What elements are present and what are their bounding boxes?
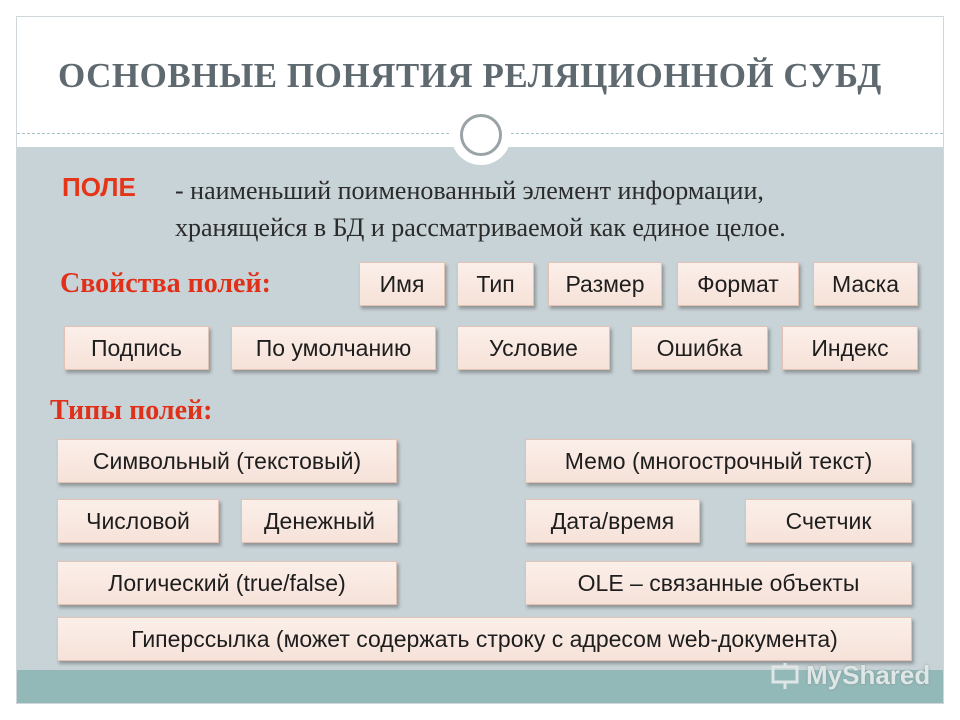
property-tag-condition: Условие: [457, 326, 610, 370]
properties-heading: Свойства полей:: [60, 268, 271, 299]
type-tag-hyperlink: Гиперссылка (может содержать строку с адресом web-документа): [57, 617, 912, 661]
circle-ornament-icon: [451, 105, 511, 165]
property-tag-name: Имя: [359, 262, 445, 306]
type-tag-counter: Счетчик: [745, 499, 912, 543]
type-tag-ole: OLE – связанные объекты: [525, 561, 912, 605]
property-tag-default: По умолчанию: [231, 326, 436, 370]
type-tag-datetime: Дата/время: [525, 499, 700, 543]
field-definition: [175, 172, 935, 246]
field-term: ПОЛЕ: [62, 172, 136, 202]
watermark: [770, 660, 930, 691]
property-tag-caption: Подпись: [64, 326, 209, 370]
property-tag-error: Ошибка: [631, 326, 768, 370]
watermark-text: MyShared: [806, 660, 931, 690]
definition-line-1: - наименьший поименованный элемент информации,: [175, 176, 764, 205]
type-tag-boolean: Логический (true/false): [57, 561, 397, 605]
types-heading: Типы полей:: [50, 395, 213, 426]
type-tag-number: Числовой: [57, 499, 219, 543]
slide-title: ОСНОВНЫЕ ПОНЯТИЯ РЕЛЯЦИОННОЙ СУБД: [58, 56, 882, 95]
property-tag-index: Индекс: [782, 326, 918, 370]
type-tag-memo: Мемо (многострочный текст): [525, 439, 912, 483]
type-tag-text: Символьный (текстовый): [57, 439, 397, 483]
property-tag-size: Размер: [548, 262, 662, 306]
property-tag-type: Тип: [457, 262, 534, 306]
type-tag-currency: Денежный: [241, 499, 398, 543]
presentation-board-icon: [770, 661, 800, 691]
definition-line-2: хранящейся в БД и рассматриваемой как единое целое.: [175, 213, 786, 242]
property-tag-format: Формат: [677, 262, 799, 306]
property-tag-mask: Маска: [813, 262, 918, 306]
